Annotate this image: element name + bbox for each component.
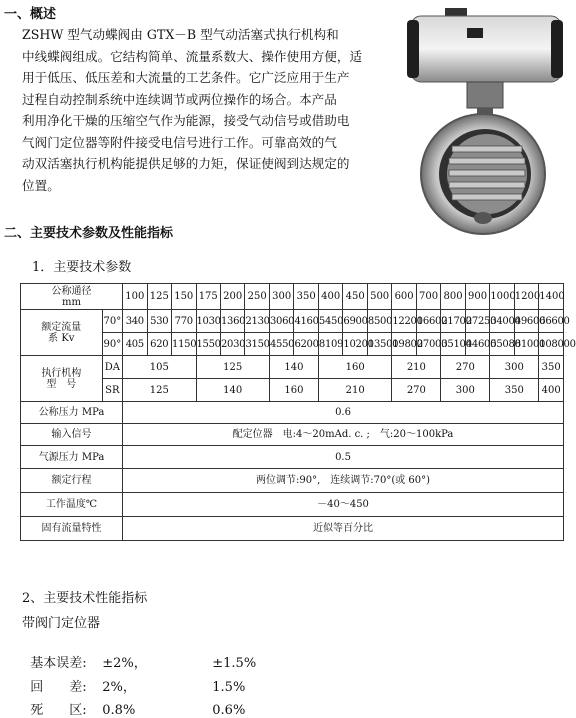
kv-cell: 6900 — [343, 310, 367, 333]
perf-label: 死 区: — [30, 703, 87, 718]
kv-cell: 4160 — [294, 310, 318, 333]
da-cell: 350 — [539, 356, 564, 379]
table-row-supply-pressure — [21, 446, 564, 469]
row-label: 额定行程 — [21, 469, 123, 493]
table-row-rated-stroke — [21, 469, 564, 493]
intro-line: ZSHW 型气动蝶阀由 GTX－B 型气动活塞式执行机构和 — [22, 27, 339, 42]
table-row-sr — [21, 379, 564, 402]
kv-cell: 2030 — [220, 333, 244, 356]
sr-cell: 210 — [318, 379, 391, 402]
perf-value-1: 0.8% — [102, 703, 136, 718]
table-row-dn — [21, 284, 564, 310]
kv-cell: 1150 — [172, 333, 196, 356]
kv-cell: 620 — [147, 333, 171, 356]
kv-cell: 405 — [123, 333, 147, 356]
dn-cell: 600 — [392, 284, 416, 310]
table-row-working-temp — [21, 493, 564, 517]
da-cell: 270 — [441, 356, 490, 379]
kv-cell: 21700 — [441, 310, 465, 333]
kv-cell: 49600 — [514, 310, 538, 333]
kv-cell: 16600 — [416, 310, 440, 333]
row-value: 0.5 — [123, 446, 564, 469]
intro-paragraph — [22, 24, 367, 196]
actuator-label: 执行机构 型 号 — [21, 356, 103, 402]
row-value: －40～450 — [123, 493, 564, 517]
dn-cell: 1200 — [514, 284, 538, 310]
kv-cell: 35100 — [441, 333, 465, 356]
dn-cell: 450 — [343, 284, 367, 310]
dn-cell: 700 — [416, 284, 440, 310]
table-row-kv70 — [21, 310, 564, 333]
kv-cell: 13500 — [367, 333, 391, 356]
kv-cell: 3150 — [245, 333, 269, 356]
subsection-1-title: 1．主要技术参数 — [32, 260, 132, 275]
kv-angle: 70° — [102, 310, 122, 333]
perf-label: 回 差: — [30, 680, 87, 695]
kv-cell: 530 — [147, 310, 171, 333]
kv-cell: 1360 — [220, 310, 244, 333]
kv-cell: 10200 — [343, 333, 367, 356]
perf-value-1: ±2%， — [102, 656, 147, 671]
sr-label: SR — [102, 379, 122, 402]
kv-cell: 6200 — [294, 333, 318, 356]
kv-cell: 19800 — [392, 333, 416, 356]
dn-cell: 150 — [172, 284, 196, 310]
sr-cell: 300 — [441, 379, 490, 402]
dn-cell: 1000 — [490, 284, 514, 310]
da-cell: 160 — [318, 356, 391, 379]
row-label: 公称压力 MPa — [21, 402, 123, 424]
sr-cell: 270 — [392, 379, 441, 402]
kv-cell: 1550 — [196, 333, 220, 356]
sr-cell: 140 — [196, 379, 269, 402]
da-cell: 300 — [490, 356, 539, 379]
dn-label: 公称通径 mm — [21, 284, 123, 310]
intro-line: 中线蝶阀组成。它结构简单、流量系数大、操作使用方便，适 — [22, 48, 363, 64]
perf-value-2: 0.6% — [212, 703, 246, 718]
dn-cell: 1400 — [539, 284, 564, 310]
kv-label: 额定流量 系 Kv — [21, 310, 103, 356]
dn-cell: 900 — [465, 284, 489, 310]
row-value: 两位调节:90°, 连续调节:70°(或 60°) — [123, 469, 564, 493]
row-label: 固有流量特性 — [21, 517, 123, 541]
table-row-flow-characteristic — [21, 517, 564, 541]
sr-cell: 400 — [539, 379, 564, 402]
dn-cell: 800 — [441, 284, 465, 310]
kv-cell: 1030 — [196, 310, 220, 333]
kv-cell: 8109 — [318, 333, 342, 356]
dn-cell: 100 — [123, 284, 147, 310]
kv-cell: 770 — [172, 310, 196, 333]
sr-cell: 350 — [490, 379, 539, 402]
dn-cell: 175 — [196, 284, 220, 310]
table-row-nominal-pressure — [21, 402, 564, 424]
da-label: DA — [102, 356, 122, 379]
table-row-da — [21, 356, 564, 379]
kv-cell: 12200 — [392, 310, 416, 333]
spec-table — [20, 283, 576, 541]
da-cell: 125 — [196, 356, 269, 379]
row-value: 近似等百分比 — [123, 517, 564, 541]
intro-line: 动双活塞执行机构能提供足够的力矩，保证使阀到达规定的 — [22, 156, 350, 171]
row-label: 工作温度℃ — [21, 493, 123, 517]
da-cell: 105 — [123, 356, 196, 379]
kv-cell: 108000 — [539, 333, 564, 356]
perf-value-1: 2%， — [102, 680, 136, 695]
butterfly-valve-image — [405, 6, 565, 236]
intro-line: 用于低压、低压差和大流量的工艺条件。它广泛应用于生产 — [22, 70, 350, 85]
row-value: 0.6 — [123, 402, 564, 424]
perf-value-2: 1.5% — [212, 680, 246, 695]
intro-line: 过程自动控制系统中连续调节或两位操作的场合。本产品 — [22, 91, 337, 107]
kv-cell: 5450 — [318, 310, 342, 333]
kv-angle: 90° — [102, 333, 122, 356]
kv-cell: 34000 — [490, 310, 514, 333]
da-cell: 140 — [269, 356, 318, 379]
section2-heading: 二、主要技术参数及性能指标 — [4, 226, 174, 241]
kv-cell: 8500 — [367, 310, 391, 333]
perf-row — [22, 684, 245, 718]
row-value: 配定位器 电:4～20mAd. c. ; 气:20～100kPa — [123, 424, 564, 446]
dn-cell: 250 — [245, 284, 269, 310]
perf-value-2: ±1.5% — [212, 656, 257, 671]
kv-cell: 66600 — [539, 310, 564, 333]
da-cell: 210 — [392, 356, 441, 379]
subsection-2-title: 2、主要技术性能指标 — [22, 591, 148, 606]
section1-heading: 一、概述 — [4, 7, 57, 22]
sr-cell: 125 — [123, 379, 196, 402]
positioner-title: 带阀门定位器 — [22, 616, 101, 631]
kv-cell: 3060 — [269, 310, 293, 333]
dn-cell: 500 — [367, 284, 391, 310]
kv-cell: 81000 — [514, 333, 538, 356]
dn-cell: 300 — [269, 284, 293, 310]
table-row-kv90 — [21, 333, 564, 356]
kv-cell: 27250 — [465, 310, 489, 333]
kv-cell: 2130 — [245, 310, 269, 333]
perf-label: 基本误差: — [30, 656, 87, 671]
dn-cell: 200 — [220, 284, 244, 310]
kv-cell: 340 — [123, 310, 147, 333]
dn-cell: 400 — [318, 284, 342, 310]
kv-cell: 4550 — [269, 333, 293, 356]
row-label: 输入信号 — [21, 424, 123, 446]
sr-cell: 160 — [269, 379, 318, 402]
intro-line: 位置。 — [22, 177, 60, 193]
intro-line: 利用净化干燥的压缩空气作为能源，接受气动信号或借助电 — [22, 113, 350, 128]
kv-cell: 44600 — [465, 333, 489, 356]
kv-cell: 55080 — [490, 333, 514, 356]
table-row-input-signal — [21, 424, 564, 446]
intro-line: 气阀门定位器等附件接受电信号进行工作。可靠高效的气 — [22, 134, 337, 150]
kv-cell: 27000 — [416, 333, 440, 356]
dn-cell: 350 — [294, 284, 318, 310]
row-label: 气源压力 MPa — [21, 446, 123, 469]
dn-cell: 125 — [147, 284, 171, 310]
